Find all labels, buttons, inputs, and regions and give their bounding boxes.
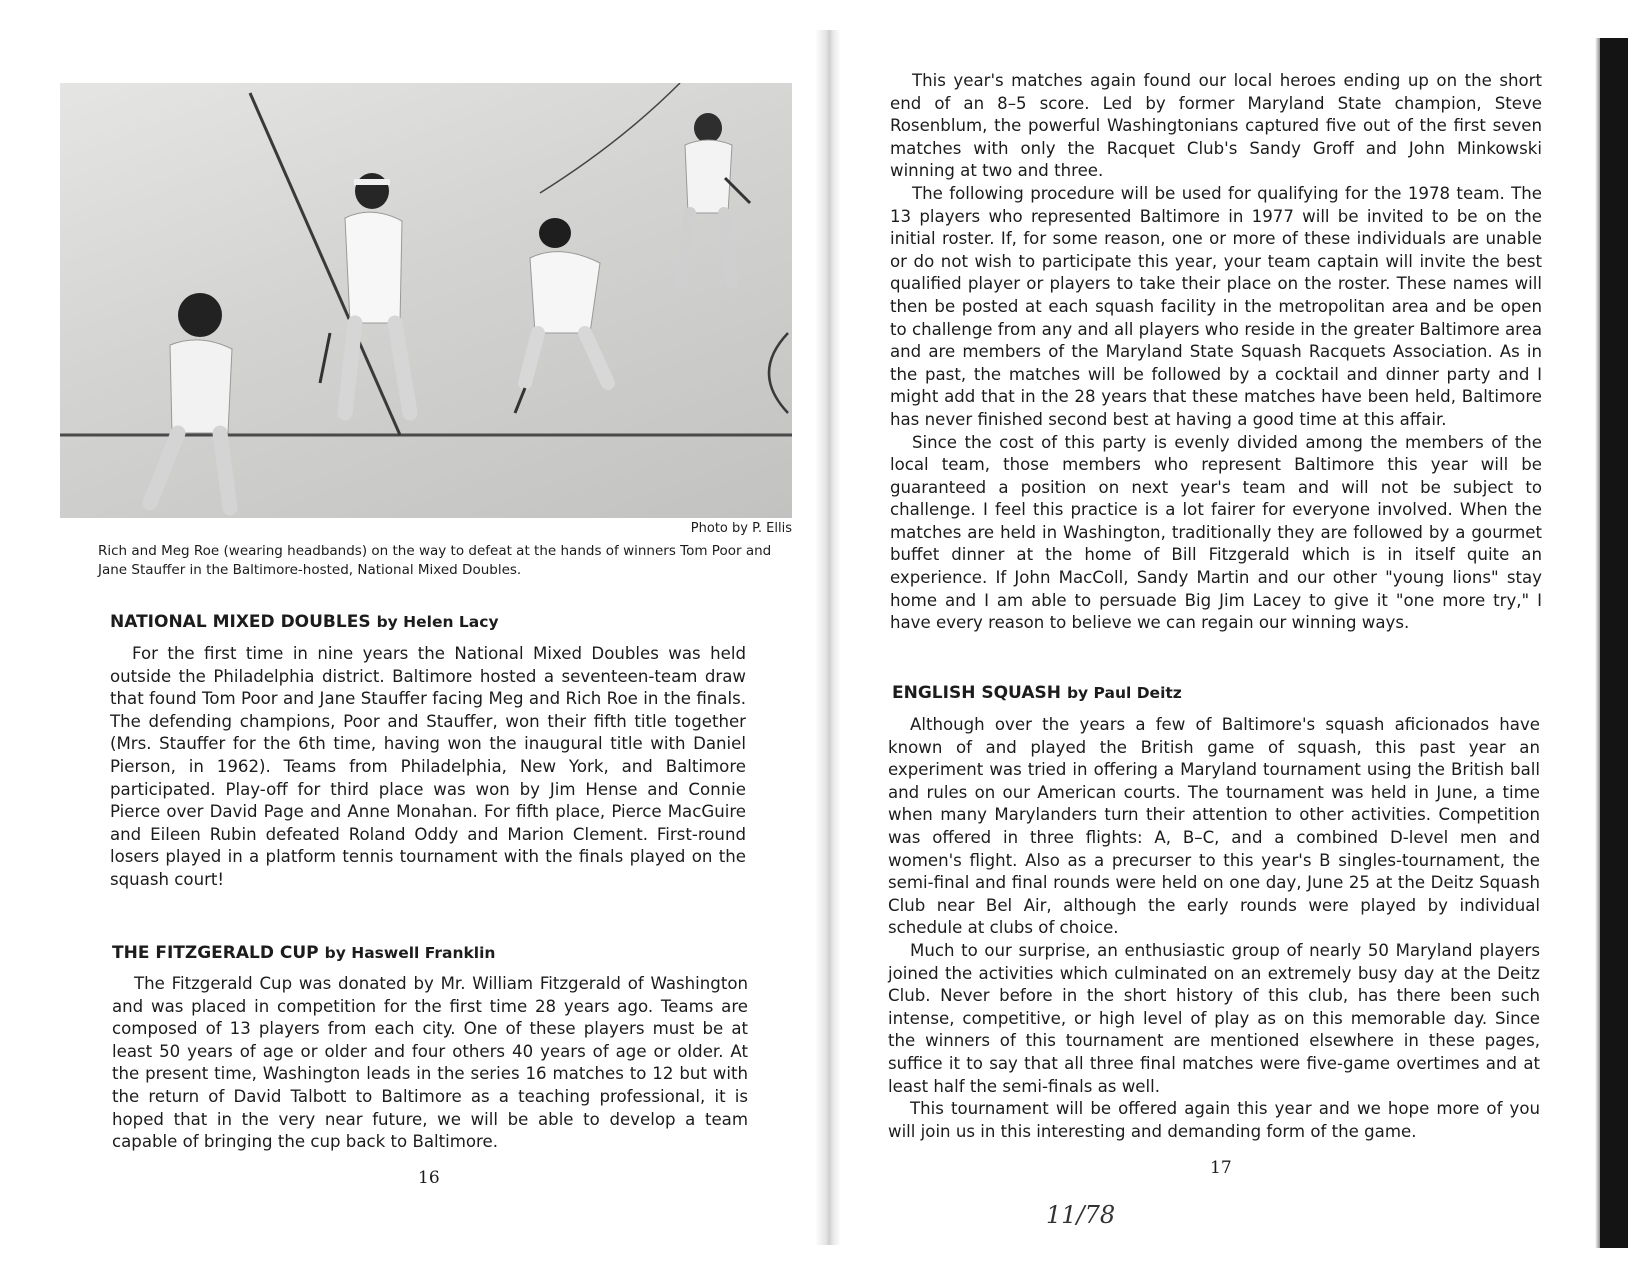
page-16	[0, 0, 820, 1275]
section-title-fitzgerald-cup	[112, 943, 495, 963]
paragraph: For the first time in nine years the National Mixed Doubles was held outside the Philadelphia district. Baltimore hosted a seventeen-team draw that found Tom Poor and Jane Stauffer facing Meg and Rich Roe in the finals. The defending champions, Poor and Stauffer, won their fifth title together (Mrs. Stauffer for the 6th time, having won the inaugural title with Daniel Pierson, in 1962). Teams from Philadelphia, New York, and Baltimore participated. Play-off for third place was won by Jim Hense and Connie Pierce over David Page and Anne Monahan. For fifth place, Pierce MacGuire and Eileen Rubin defeated Roland Oddy and Marion Clement. First-round losers played in a platform tennis tournament with the finals played on the squash court!	[110, 644, 746, 889]
handwritten-note-text: 11/78	[1046, 1201, 1116, 1229]
page-17	[840, 0, 1600, 1275]
section-title-english-squash	[892, 683, 1182, 703]
squash-match-photo	[60, 83, 792, 518]
paragraph: Although over the years a few of Baltimore's squash aficionados have known of and played the British game of squash, this past year an experiment was tried in offering a Maryland tournament using the British ball and rules on our American courts. The tournament was held in June, a time when many Marylanders turn their attention to other activities. Competition was offered in three flights: A, B–C, and a combined D-level men and women's flight. Also as a precurser to this year's B singles-tournament, the semi-final and final rounds were held on one day, June 25 at the Deitz Squash Club near Bel Air, although the early rounds were played by individual schedule at clubs of choice.	[888, 715, 1540, 938]
paragraph: The Fitzgerald Cup was donated by Mr. William Fitzgerald of Washington and was placed in competition for the first time 28 years ago. Teams are composed of 13 players from each city. One of these players must be at least 50 years of age or older and four others 40 years of age or older. At the present time, Washington leads in the series 16 matches to 12 but with the return of David Talbott to Baltimore as a teaching professional, it is hoped that in the very near future, we will be able to develop a team capable of bringing the cup back to Baltimore.	[112, 974, 748, 1152]
paragraph: Since the cost of this party is evenly divided among the members of the local team, those members who represent Baltimore this year will be guaranteed a position on next year's team and will not be subject to challenge. I feel this practice is a lot fairer for everyone involved. When the matches are held in Washington, traditionally they are followed by a gourmet buffet dinner at the home of Bill Fitzgerald which is in itself quite an experience. If John MacColl, Sandy Martin and our other "young lions" stay home and I am able to persuade Big Jim Lacey to give it "one more try," I have every reason to believe we can regain our winning ways.	[890, 432, 1542, 633]
section-heading: ENGLISH SQUASH	[892, 683, 1061, 703]
section-byline: by Haswell Franklin	[324, 944, 496, 962]
handwritten-date-note	[1040, 1193, 1160, 1233]
paragraph: The following procedure will be used for qualifying for the 1978 team. The 13 players who represented Baltimore in 1977 will be invited to be on the initial roster. If, for some reason, one or more of these individuals are unable or do not wish to participate this year, your team captain will invite the best qualified player or players to take their place on the roster. These names will then be posted at each squash facility in the metropolitan area and be open to challenge from any and all players who reside in the greater Baltimore area and are members of the Maryland State Squash Racquets Association. As in the past, the matches will be followed by a cocktail and dinner party and I might add that in the 28 years that these matches have been held, Baltimore has never finished second best at having a good time at this affair.	[890, 183, 1542, 429]
photo-credit: Photo by P. Ellis	[690, 521, 792, 536]
paragraph: Much to our surprise, an enthusiastic group of nearly 50 Maryland players joined the activities which culminated on an extremely busy day at the Deitz Club. Never before in the short history of this club, has there been such intense, competitive, or high level of play as on this memorable day. Since the winners of this tournament are mentioned elsewhere in these pages, suffice it to say that all three final matches were five-game overtimes and at least half the semi-finals as well.	[888, 940, 1540, 1096]
paragraph: This year's matches again found our local heroes ending up on the short end of an 8–5 score. Led by former Maryland State champion, Steve Rosenblum, the powerful Washingtonians captured five out of the first seven matches with only the Racquet Club's Sandy Groff and John Minkowski winning at two and three.	[890, 71, 1542, 181]
section-heading: THE FITZGERALD CUP	[112, 943, 319, 963]
article-english-squash	[888, 714, 1540, 1143]
article-fitzgerald-cup-continued	[890, 70, 1542, 635]
section-byline: by Paul Deitz	[1066, 684, 1182, 702]
page-number: 17	[1210, 1158, 1232, 1178]
squash-players-illustration	[60, 83, 792, 518]
article-mixed-doubles	[110, 643, 746, 892]
section-title-mixed-doubles	[110, 612, 499, 632]
scan-edge-bar	[1600, 38, 1628, 1248]
page-number: 16	[418, 1168, 440, 1188]
article-fitzgerald-cup	[112, 973, 748, 1154]
section-heading: NATIONAL MIXED DOUBLES	[110, 612, 371, 632]
paragraph: This tournament will be offered again this year and we hope more of you will join us in this interesting and demanding form of the game.	[888, 1099, 1540, 1141]
section-byline: by Helen Lacy	[376, 613, 499, 631]
photo-caption: Rich and Meg Roe (wearing headbands) on the way to defeat at the hands of winners Tom Poor and Jane Stauffer in the Baltimore-hosted, National Mixed Doubles.	[98, 543, 772, 578]
